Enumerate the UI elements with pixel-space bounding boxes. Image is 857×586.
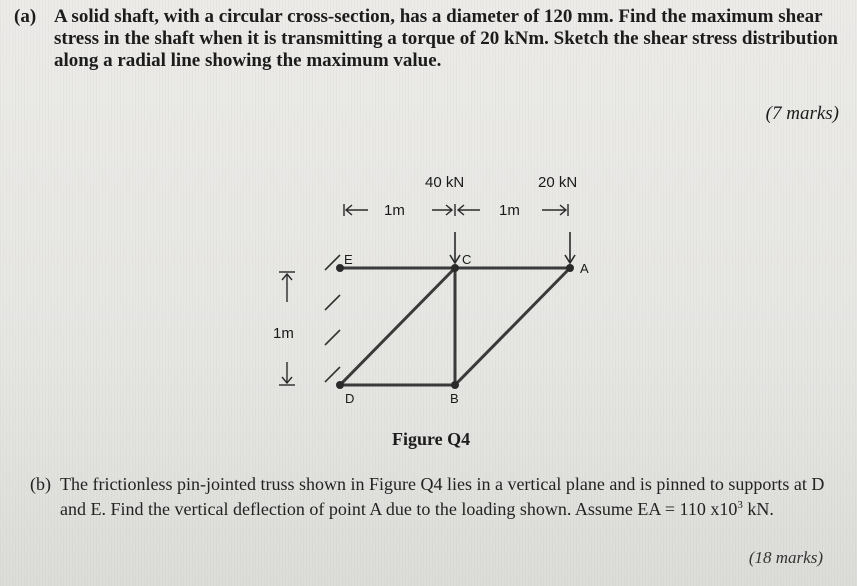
load-label-c: 40 kN bbox=[425, 174, 465, 191]
node-label-e: E bbox=[344, 252, 353, 267]
question-b-marks: (18 marks) bbox=[748, 548, 823, 567]
question-b-exponent: 3 bbox=[737, 499, 743, 511]
dim-label-vertical: 1m bbox=[273, 325, 294, 342]
dim-label-ca: 1m bbox=[499, 202, 520, 219]
horizontal-dimensions bbox=[344, 204, 568, 216]
node-label-d: D bbox=[345, 391, 355, 406]
node-label-b: B bbox=[450, 391, 459, 406]
node-label-a: A bbox=[580, 261, 589, 276]
question-b-label: (b) bbox=[30, 474, 51, 494]
question-b-text bbox=[60, 474, 835, 520]
question-b-text-main: The frictionless pin-jointed truss shown in Figure Q4 lies in a vertical plane and is pinned to supports at D and E. Find the vertical deflection of point A due to the loading shown. Assume EA = 110 x10 bbox=[60, 474, 825, 519]
question-a-marks: (7 marks) bbox=[765, 103, 839, 124]
load-label-a: 20 kN bbox=[538, 174, 578, 191]
dim-label-ec: 1m bbox=[384, 202, 405, 219]
question-b-text-end: kN. bbox=[742, 499, 774, 519]
truss-members bbox=[340, 268, 570, 385]
question-a-text: A solid shaft, with a circular cross-section, has a diameter of 120 mm. Find the maximum shear stress in the shaft when it is transmitting a torque of 20 kNm. Sketch the shear stress distribution along a radial line showing the maximum value. bbox=[54, 6, 838, 71]
node-label-c: C bbox=[462, 252, 472, 267]
wall-hatching bbox=[325, 255, 340, 382]
figure-caption: Figure Q4 bbox=[392, 429, 471, 449]
question-a-label: (a) bbox=[14, 6, 37, 27]
